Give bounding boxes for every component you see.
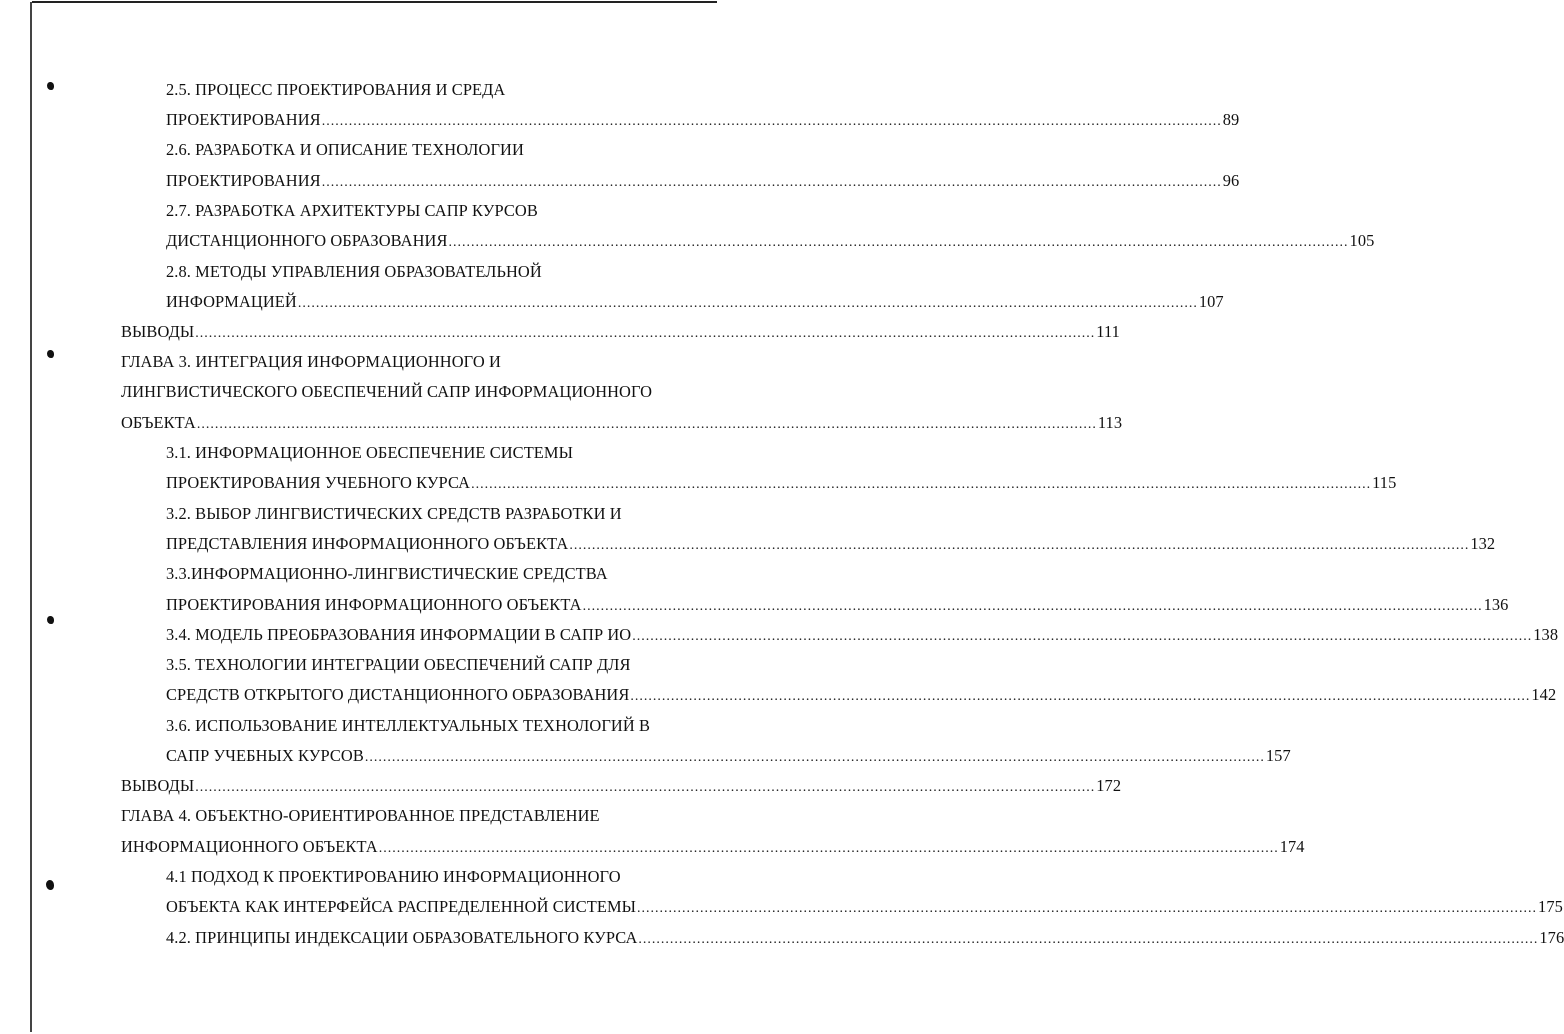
toc-entry-text: ИНФОРМАЦИОННОГО ОБЪЕКТА (121, 837, 378, 856)
toc-leader-dots: ........................................................................................................................................................................................................ (471, 477, 1372, 492)
toc-entry-text: 2.6. РАЗРАБОТКА И ОПИСАНИЕ ТЕХНОЛОГИИ (166, 140, 524, 159)
toc-entry-text: ВЫВОДЫ (121, 776, 195, 795)
toc-leader-dots: ........................................................................................................................................................................................................ (632, 629, 1533, 644)
toc-page-number: 172 (1096, 776, 1122, 795)
toc-line (166, 531, 1496, 557)
toc-line (166, 289, 1224, 315)
toc-line (166, 652, 741, 678)
toc-entry-text: СРЕДСТВ ОТКРЫТОГО ДИСТАНЦИОННОГО ОБРАЗОВАНИЯ (166, 685, 630, 704)
toc-entry-text: 2.7. РАЗРАБОТКА АРХИТЕКТУРЫ САПР КУРСОВ (166, 201, 538, 220)
toc-line (121, 349, 741, 375)
toc-page-number: 115 (1372, 473, 1397, 492)
toc-entry-text: ГЛАВА 3. ИНТЕГРАЦИЯ ИНФОРМАЦИОННОГО И (121, 352, 501, 371)
toc-line (166, 743, 1291, 769)
scan-edge-top (32, 1, 717, 3)
toc-entry-text: ВЫВОДЫ (121, 322, 195, 341)
toc-entry-text: 2.8. МЕТОДЫ УПРАВЛЕНИЯ ОБРАЗОВАТЕЛЬНОЙ (166, 262, 542, 281)
toc-line (166, 198, 741, 224)
toc-leader-dots: ........................................................................................................................................................................................................ (637, 901, 1538, 916)
toc-page-number: 96 (1222, 171, 1240, 190)
toc-entry-text: 3.2. ВЫБОР ЛИНГВИСТИЧЕСКИХ СРЕДСТВ РАЗРАБОТКИ И (166, 504, 622, 523)
toc-entry-text: САПР УЧЕБНЫХ КУРСОВ (166, 746, 364, 765)
toc-line (166, 864, 741, 890)
toc-entry-text: ПРОЕКТИРОВАНИЯ (166, 110, 321, 129)
toc-entry-text: ПРЕДСТАВЛЕНИЯ ИНФОРМАЦИОННОГО ОБЪЕКТА (166, 534, 569, 553)
toc-line (166, 470, 1397, 496)
toc-entry-text: 3.1. ИНФОРМАЦИОННОЕ ОБЕСПЕЧЕНИЕ СИСТЕМЫ (166, 443, 573, 462)
toc-line (166, 713, 741, 739)
toc-line (166, 137, 741, 163)
binder-hole-mark (46, 880, 54, 890)
toc-entry-text: 4.1 ПОДХОД К ПРОЕКТИРОВАНИЮ ИНФОРМАЦИОННОГО (166, 867, 621, 886)
toc-entry-text: 3.3.ИНФОРМАЦИОННО-ЛИНГВИСТИЧЕСКИЕ СРЕДСТВА (166, 564, 608, 583)
toc-entry-text: ПРОЕКТИРОВАНИЯ ИНФОРМАЦИОННОГО ОБЪЕКТА (166, 595, 582, 614)
toc-leader-dots: ........................................................................................................................................................................................................ (196, 417, 1097, 432)
toc-leader-dots: ........................................................................................................................................................................................................ (195, 326, 1096, 341)
toc-line (121, 379, 741, 405)
toc-page-number: 132 (1470, 534, 1496, 553)
binder-hole-mark (47, 350, 54, 358)
toc-line (166, 77, 741, 103)
toc-leader-dots: ........................................................................................................................................................................................................ (321, 175, 1222, 190)
toc-line (121, 773, 1122, 799)
toc-page-number: 175 (1538, 897, 1563, 916)
toc-entry-text: 3.6. ИСПОЛЬЗОВАНИЕ ИНТЕЛЛЕКТУАЛЬНЫХ ТЕХНОЛОГИЙ В (166, 716, 651, 735)
binder-hole-mark (47, 616, 54, 624)
toc-leader-dots: ........................................................................................................................................................................................................ (638, 932, 1539, 947)
toc-entry-text: 4.2. ПРИНЦИПЫ ИНДЕКСАЦИИ ОБРАЗОВАТЕЛЬНОГО КУРСА (166, 928, 638, 947)
toc-line (121, 803, 741, 829)
toc-line (166, 682, 1557, 708)
toc-leader-dots: ........................................................................................................................................................................................................ (630, 689, 1531, 704)
toc-leader-dots: ........................................................................................................................................................................................................ (195, 780, 1096, 795)
toc-line (166, 228, 1375, 254)
toc-page-number: 142 (1531, 685, 1557, 704)
toc-page-number: 157 (1265, 746, 1291, 765)
toc-leader-dots: ........................................................................................................................................................................................................ (582, 599, 1483, 614)
toc-line (166, 107, 1240, 133)
toc-line (166, 440, 741, 466)
toc-line (166, 168, 1240, 194)
toc-line (166, 894, 1563, 920)
toc-entry-text: ГЛАВА 4. ОБЪЕКТНО-ОРИЕНТИРОВАННОЕ ПРЕДСТАВЛЕНИЕ (121, 806, 600, 825)
toc-page-number: 174 (1279, 837, 1305, 856)
scan-edge-left (30, 2, 32, 1032)
toc-entry-text: ПРОЕКТИРОВАНИЯ УЧЕБНОГО КУРСА (166, 473, 471, 492)
toc-page-number: 138 (1533, 625, 1559, 644)
toc-line (121, 834, 1305, 860)
toc-page-number: 136 (1483, 595, 1509, 614)
binder-hole-mark (47, 82, 54, 90)
toc-leader-dots: ........................................................................................................................................................................................................ (321, 114, 1222, 129)
toc-entry-text: ОБЪЕКТА КАК ИНТЕРФЕЙСА РАСПРЕДЕЛЕННОЙ СИСТЕМЫ (166, 897, 637, 916)
toc-leader-dots: ........................................................................................................................................................................................................ (448, 235, 1349, 250)
toc-line (166, 592, 1509, 618)
toc-page-number: 111 (1096, 322, 1120, 341)
toc-line (166, 561, 741, 587)
toc-page-number: 113 (1097, 413, 1123, 432)
toc-line (121, 410, 1123, 436)
toc-line (121, 319, 1120, 345)
toc-leader-dots: ........................................................................................................................................................................................................ (364, 750, 1265, 765)
toc-entry-text: ДИСТАНЦИОННОГО ОБРАЗОВАНИЯ (166, 231, 448, 250)
toc-page-number: 176 (1539, 928, 1564, 947)
toc-entry-text: ИНФОРМАЦИЕЙ (166, 292, 297, 311)
toc-entry-text: 2.5. ПРОЦЕСС ПРОЕКТИРОВАНИЯ И СРЕДА (166, 80, 506, 99)
toc-page-number: 89 (1222, 110, 1240, 129)
toc-leader-dots: ........................................................................................................................................................................................................ (297, 296, 1198, 311)
toc-entry-text: 3.4. МОДЕЛЬ ПРЕОБРАЗОВАНИЯ ИНФОРМАЦИИ В САПР ИО (166, 625, 632, 644)
toc-line (166, 259, 741, 285)
toc-entry-text: 3.5. ТЕХНОЛОГИИ ИНТЕГРАЦИИ ОБЕСПЕЧЕНИЙ САПР ДЛЯ (166, 655, 631, 674)
toc-page-number: 107 (1198, 292, 1224, 311)
toc-line (166, 622, 1559, 648)
toc-leader-dots: ........................................................................................................................................................................................................ (569, 538, 1470, 553)
toc-entry-text: ПРОЕКТИРОВАНИЯ (166, 171, 321, 190)
toc-entry-text: ОБЪЕКТА (121, 413, 196, 432)
toc-line (166, 501, 741, 527)
toc-page-number: 105 (1349, 231, 1375, 250)
toc-entry-text: ЛИНГВИСТИЧЕСКОГО ОБЕСПЕЧЕНИЙ САПР ИНФОРМАЦИОННОГО (121, 382, 653, 401)
toc-line (166, 925, 1564, 951)
toc-leader-dots: ........................................................................................................................................................................................................ (378, 841, 1279, 856)
